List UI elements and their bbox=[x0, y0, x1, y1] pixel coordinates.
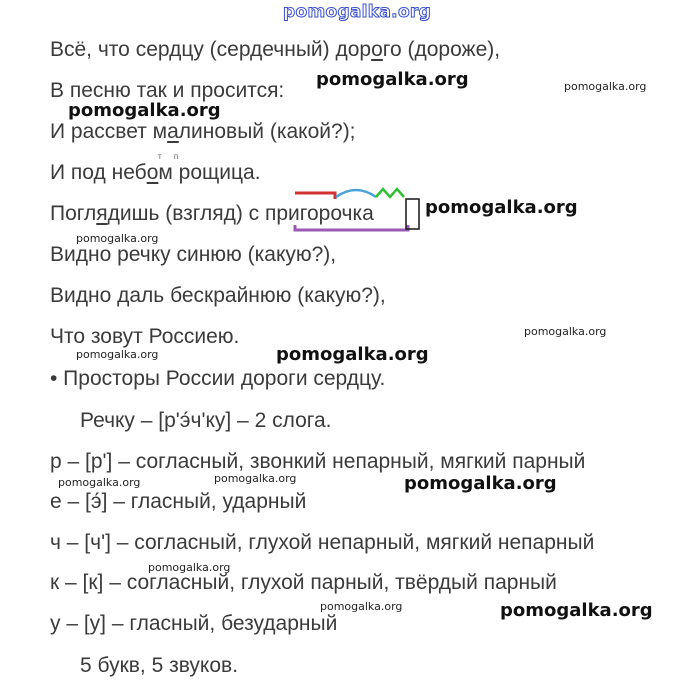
watermark: pomogalka.org bbox=[320, 600, 403, 613]
watermark: pomogalka.org bbox=[276, 344, 429, 365]
letter-row-1: р – [р'] – согласный, звонкий непарный, мягкий парный bbox=[50, 450, 586, 473]
poem-line-1-stressed-letter: о bbox=[371, 38, 383, 61]
summary-line: 5 букв, 5 звуков. bbox=[80, 654, 239, 677]
poem-line-3-stressed-letter: а bbox=[167, 120, 179, 143]
word-analysis-line: Речку – [р'э́ч'ку] – 2 слога. bbox=[80, 409, 332, 432]
root-mark bbox=[336, 190, 376, 197]
watermark: pomogalka.org bbox=[404, 473, 557, 494]
watermark-top: pomogalka.org bbox=[283, 2, 432, 22]
poem-line-7: Видно даль бескрайнюю (какую?), bbox=[50, 284, 386, 307]
poem-line-1 bbox=[50, 37, 500, 63]
poem-line-4-part-a: И под неб bbox=[50, 161, 147, 184]
poem-line-5-part-c: дишь (взгляд) с пригорочка bbox=[107, 202, 374, 225]
watermark: pomogalka.org bbox=[76, 232, 159, 245]
prefix-mark bbox=[295, 193, 335, 199]
watermark: pomogalka.org bbox=[425, 197, 578, 218]
poem-line-1-part-a: Всё, что сердцу (сердечный) дор bbox=[50, 38, 372, 61]
letter-row-2: е – [э́] – гласный, ударный bbox=[50, 490, 307, 513]
main-idea: • Просторы России дороги сердцу. bbox=[50, 367, 386, 390]
poem-line-3 bbox=[50, 119, 356, 145]
poem-line-4 bbox=[50, 160, 261, 186]
letter-row-4: к – [к] – согласный, глухой парный, твёрдый парный bbox=[50, 571, 557, 594]
poem-line-4-stressed-letter: о bbox=[146, 161, 159, 184]
suffix-mark bbox=[376, 189, 404, 197]
poem-line-1-part-c: го (дороже), bbox=[382, 38, 501, 61]
base-mark bbox=[295, 225, 408, 230]
poem-line-3-part-c: линовый (какой?); bbox=[178, 120, 356, 143]
watermark: pomogalka.org bbox=[68, 100, 221, 121]
watermark: pomogalka.org bbox=[58, 476, 141, 489]
watermark: pomogalka.org bbox=[76, 348, 159, 361]
watermark: pomogalka.org bbox=[524, 325, 607, 338]
watermark: pomogalka.org bbox=[500, 600, 653, 621]
poem-line-2: В песню так и просится: bbox=[50, 79, 285, 102]
poem-line-6: Видно речку синюю (какую?), bbox=[50, 243, 337, 266]
poem-line-5-part-a: Погл bbox=[50, 202, 97, 225]
watermark: pomogalka.org bbox=[316, 69, 469, 90]
watermark: pomogalka.org bbox=[148, 561, 231, 574]
letter-row-5: у – [у] – гласный, безударный bbox=[50, 612, 338, 635]
poem-line-4-part-c: м рощица. bbox=[158, 161, 261, 184]
watermark: pomogalka.org bbox=[564, 80, 647, 93]
ending-box bbox=[406, 199, 419, 229]
letter-row-3: ч – [ч'] – согласный, глухой непарный, мягкий непарный bbox=[50, 531, 595, 554]
poem-line-5-stressed-letter: я bbox=[96, 202, 108, 225]
poem-line-3-part-a: И рассвет м bbox=[50, 120, 168, 143]
poem-line-8: Что зовут Россиею. bbox=[50, 325, 240, 348]
morpheme-marks-graphic bbox=[290, 185, 425, 235]
watermark: pomogalka.org bbox=[214, 472, 297, 485]
poem-line-4-marks: т п bbox=[158, 152, 184, 161]
